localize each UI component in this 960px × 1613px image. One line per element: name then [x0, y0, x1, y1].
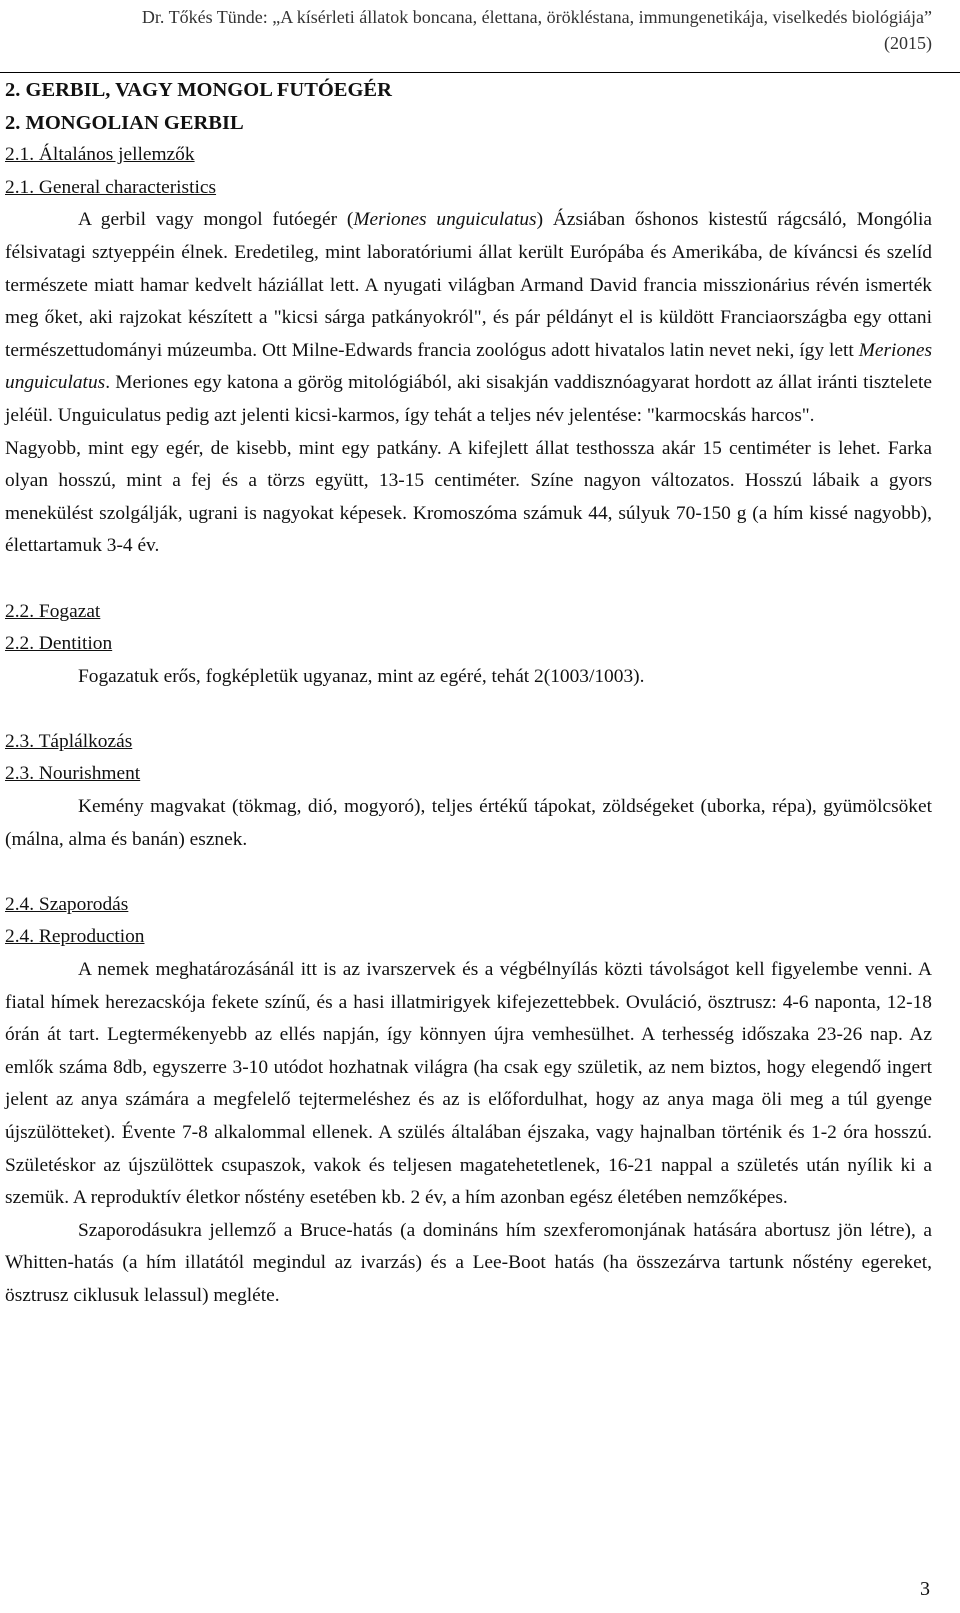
page-header	[0, 0, 960, 73]
chapter-title-hu: 2. GERBIL, VAGY MONGOL FUTÓEGÉR	[5, 79, 392, 101]
spacer	[5, 856, 932, 889]
page-number: 3	[920, 1578, 930, 1600]
section-heading-nourishment-en: 2.3. Nourishment	[5, 763, 141, 785]
paragraph-reproduction-2: Szaporodásukra jellemző a Bruce-hatás (a domináns hím szexferomonjának hatására abortusz jön létre), a Whitten-hatás (a hím illatától megindul az ivarzás) és a Lee-Boot hatás (ha összezárva tartunk nőstény egereket, ösztrusz ciklusuk lelassul) megléte.	[5, 1219, 932, 1306]
paragraph-reproduction-1: A nemek meghatározásánál itt is az ivarszervek és a végbélnyílás közti távolságot kell figyelembe venni. A fiatal hímek herezacskója fekete színű, és a hasi illatmirigyek kifejezettebbek. Ovuláció, ösztrusz: 4-6 naponta, 12-18 órán át tart. Legtermékenyebb az ellés napján, így könnyen újra vemhesülhet. A terhesség időszaka 23-26 nap. Az emlők száma 8db, egyszerre 3-10 utódot hozhatnak világra (ha csak egy születik, az nem biztos, hogy elegendő ingert jelent az anya számára a megfelelő tejtermeléshez és az is előfordulhat, hogy az anya maga öli meg a túl gyenge újszülötteket). Évente 7-8 alkalommal ellenek. A szülés általában éjszaka, vagy hajnalban történik és 1-2 óra hosszú. Születéskor az újszülöttek csupaszok, vakok és teljesen magatehetetlenek, 16-21 nappal a születés után nyílik ki a szemük. A reproduktív életkor nőstény esetében kb. 2 év, a hím azonban egész életében nemzőképes.	[5, 959, 932, 1209]
document-body	[5, 74, 932, 1313]
section-heading-reproduction-hu: 2.4. Szaporodás	[5, 893, 129, 915]
latin-name: Meriones unguiculatus	[5, 339, 932, 394]
section-heading-nourishment-hu: 2.3. Táplálkozás	[5, 730, 133, 752]
chapter-title-en: 2. MONGOLIAN GERBIL	[5, 111, 244, 134]
paragraph-nourishment: Kemény magvakat (tökmag, dió, mogyoró), teljes értékű tápokat, zöldségeket (uborka, répa), gyümölcsöket (málna, alma és banán) esznek.	[5, 796, 932, 850]
header-year: (2015)	[884, 33, 932, 53]
section-heading-dentition-hu: 2.2. Fogazat	[5, 600, 101, 622]
text-run: A gerbil vagy mongol futóegér (	[78, 209, 354, 231]
section-heading-dentition-en: 2.2. Dentition	[5, 633, 113, 655]
text-run: . Meriones egy katona a görög mitológiából, aki sisakján vaddisznóagyarat hordott az állat iránti tisztelete jeléül. Unguiculatus pedig azt jelenti kicsi-karmos, így tehát a teljes név jelentése: "karmocskás harcos".	[5, 372, 932, 426]
section-heading-general-en: 2.1. General characteristics	[5, 176, 217, 198]
section-heading-general-hu: 2.1. Általános jellemzők	[5, 144, 195, 166]
paragraph-general-2: Nagyobb, mint egy egér, de kisebb, mint egy patkány. A kifejlett állat testhossza akár 15 centiméter is lehet. Farka olyan hosszú, mint a fej és a törzs együtt, 13-15 centiméter. Színe nagyon változatos. Hosszú lábaik a gyors menekülést szolgálják, ugrani is nagyokat képesek. Kromoszóma számuk 44, súlyuk 70-150 g (a hím kissé nagyobb), élettartamuk 3-4 év.	[5, 437, 932, 557]
section-heading-reproduction-en: 2.4. Reproduction	[5, 926, 145, 948]
spacer	[5, 693, 932, 726]
text-run: ) Ázsiában őshonos kistestű rágcsáló, Mongólia félsivatagi sztyeppéin élnek. Eredetileg, mint laboratóriumi állat került Európába és Amerikába, de kíváncsi és szelíd természete miatt hamar kedvelt háziállat lett. A nyugati világban Armand David francia misszionárius révén ismerték meg őket, aki rajzokat készített a "kicsi sárga patkányokról", és pár példányt el is küldött Franciaországba egy ottani természettudományi múzeumba. Ott Milne-Edwards francia zoológus adott hivatalos latin nevet neki, így lett	[5, 209, 933, 361]
paragraph-general-1	[5, 204, 932, 432]
spacer	[5, 563, 932, 596]
header-citation: Dr. Tőkés Tünde: „A kísérleti állatok boncana, élettana, örökléstana, immungenetikája, viselkedés biológiája”	[141, 7, 932, 27]
latin-name: Meriones unguiculatus	[353, 209, 537, 231]
paragraph-dentition: Fogazatuk erős, fogképletük ugyanaz, mint az egéré, tehát 2(1003/1003).	[78, 665, 645, 687]
